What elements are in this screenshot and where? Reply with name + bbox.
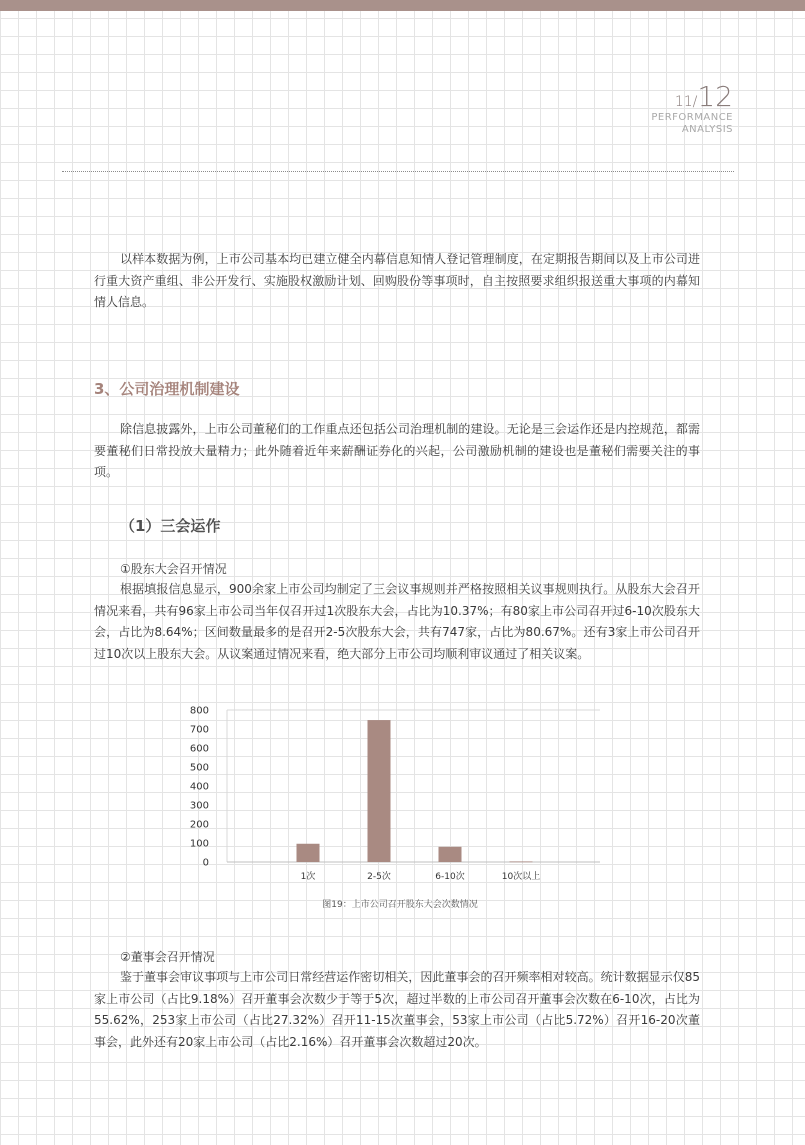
section-label: [651, 112, 733, 136]
subheading-board-meeting: ②董事会召开情况: [120, 950, 215, 964]
y-tick-label: 400: [189, 781, 209, 793]
y-tick-label: 100: [189, 838, 209, 850]
header-divider: [62, 171, 734, 172]
paragraph-board-meeting: 鉴于董事会审议事项与上市公司日常经营运作密切相关，因此董事会的召开频率相对较高。统计数据显示仅85家上市公司（占比9.18%）召开董事会次数少于等于5次，超过半数的上市公司召开董事会次数在6-10次，占比为55.62%，253家上市公司（占比27.32%）召开11-15次董事会，53家上市公司（占比5.72%）召开16-20次董事会，此外还有20家上市公司（占比2.16%）召开董事会次数超过20次。: [94, 970, 700, 1049]
y-tick-label: 800: [189, 705, 209, 717]
bar: [439, 847, 462, 862]
chart-caption: 图19：上市公司召开股东大会次数情况: [322, 900, 478, 910]
subheading-shareholder-meeting: ①股东大会召开情况: [120, 562, 227, 576]
paragraph-insider-info: 以样本数据为例，上市公司基本均已建立健全内幕信息知情人登记管理制度，在定期报告期间以及上市公司进行重大资产重组、非公开发行、实施股权激励计划、回购股份等事项时，自主按照要求组织报送重大事项的内幕知情人信息。: [94, 252, 700, 310]
x-tick-label: 10次以上: [501, 872, 541, 882]
section-label-line1: PERFORMANCE: [651, 112, 733, 123]
section-label-line2: ANALYSIS: [681, 124, 733, 135]
page-number: [675, 80, 733, 113]
paragraph-shareholder-meeting: 根据填报信息显示，900余家上市公司均制定了三会议事规则并严格按照相关议事规则执行。从股东大会召开情况来看，共有96家上市公司当年仅召开过1次股东大会，占比为10.37%；有80家上市公司召开过6-10次股东大会，占比为8.64%；区间数量最多的是召开2-5次股东大会，共有747家，占比为80.67%。还有3家上市公司召开过10次以上股东大会。从议案通过情况来看，绝大部分上市公司均顺利审议通过了相关议案。: [94, 582, 700, 661]
section-heading: 3、公司治理机制建设: [94, 380, 240, 398]
shareholder-meeting-chart: [180, 700, 620, 920]
bars-group: [297, 720, 533, 862]
top-accent-bar: [0, 0, 805, 11]
paragraph-governance: 除信息披露外，上市公司董秘们的工作重点还包括公司治理机制的建设。无论是三会运作还是内控规范，都需要董秘们日常投放大量精力；此外随着近年来薪酬证券化的兴起，公司激励机制的建设也是董秘们需要关注的事项。: [94, 422, 700, 480]
y-tick-label: 0: [202, 857, 209, 869]
subsection-heading: （1）三会运作: [120, 517, 221, 535]
x-tick-label: 6-10次: [435, 872, 465, 882]
bar: [368, 720, 391, 862]
bar: [510, 861, 533, 862]
y-tick-label: 500: [189, 762, 209, 774]
y-tick-label: 600: [189, 743, 209, 755]
page-current: 11/: [674, 94, 698, 110]
y-tick-label: 300: [189, 800, 209, 812]
x-tick-label: 2-5次: [367, 872, 391, 882]
x-axis-labels: [301, 870, 541, 882]
page-total: 12: [697, 80, 733, 113]
x-tick-label: 1次: [300, 872, 316, 882]
y-tick-label: 200: [189, 819, 209, 831]
y-tick-label: 700: [189, 724, 209, 736]
bar: [297, 844, 320, 862]
y-axis: [190, 706, 209, 869]
